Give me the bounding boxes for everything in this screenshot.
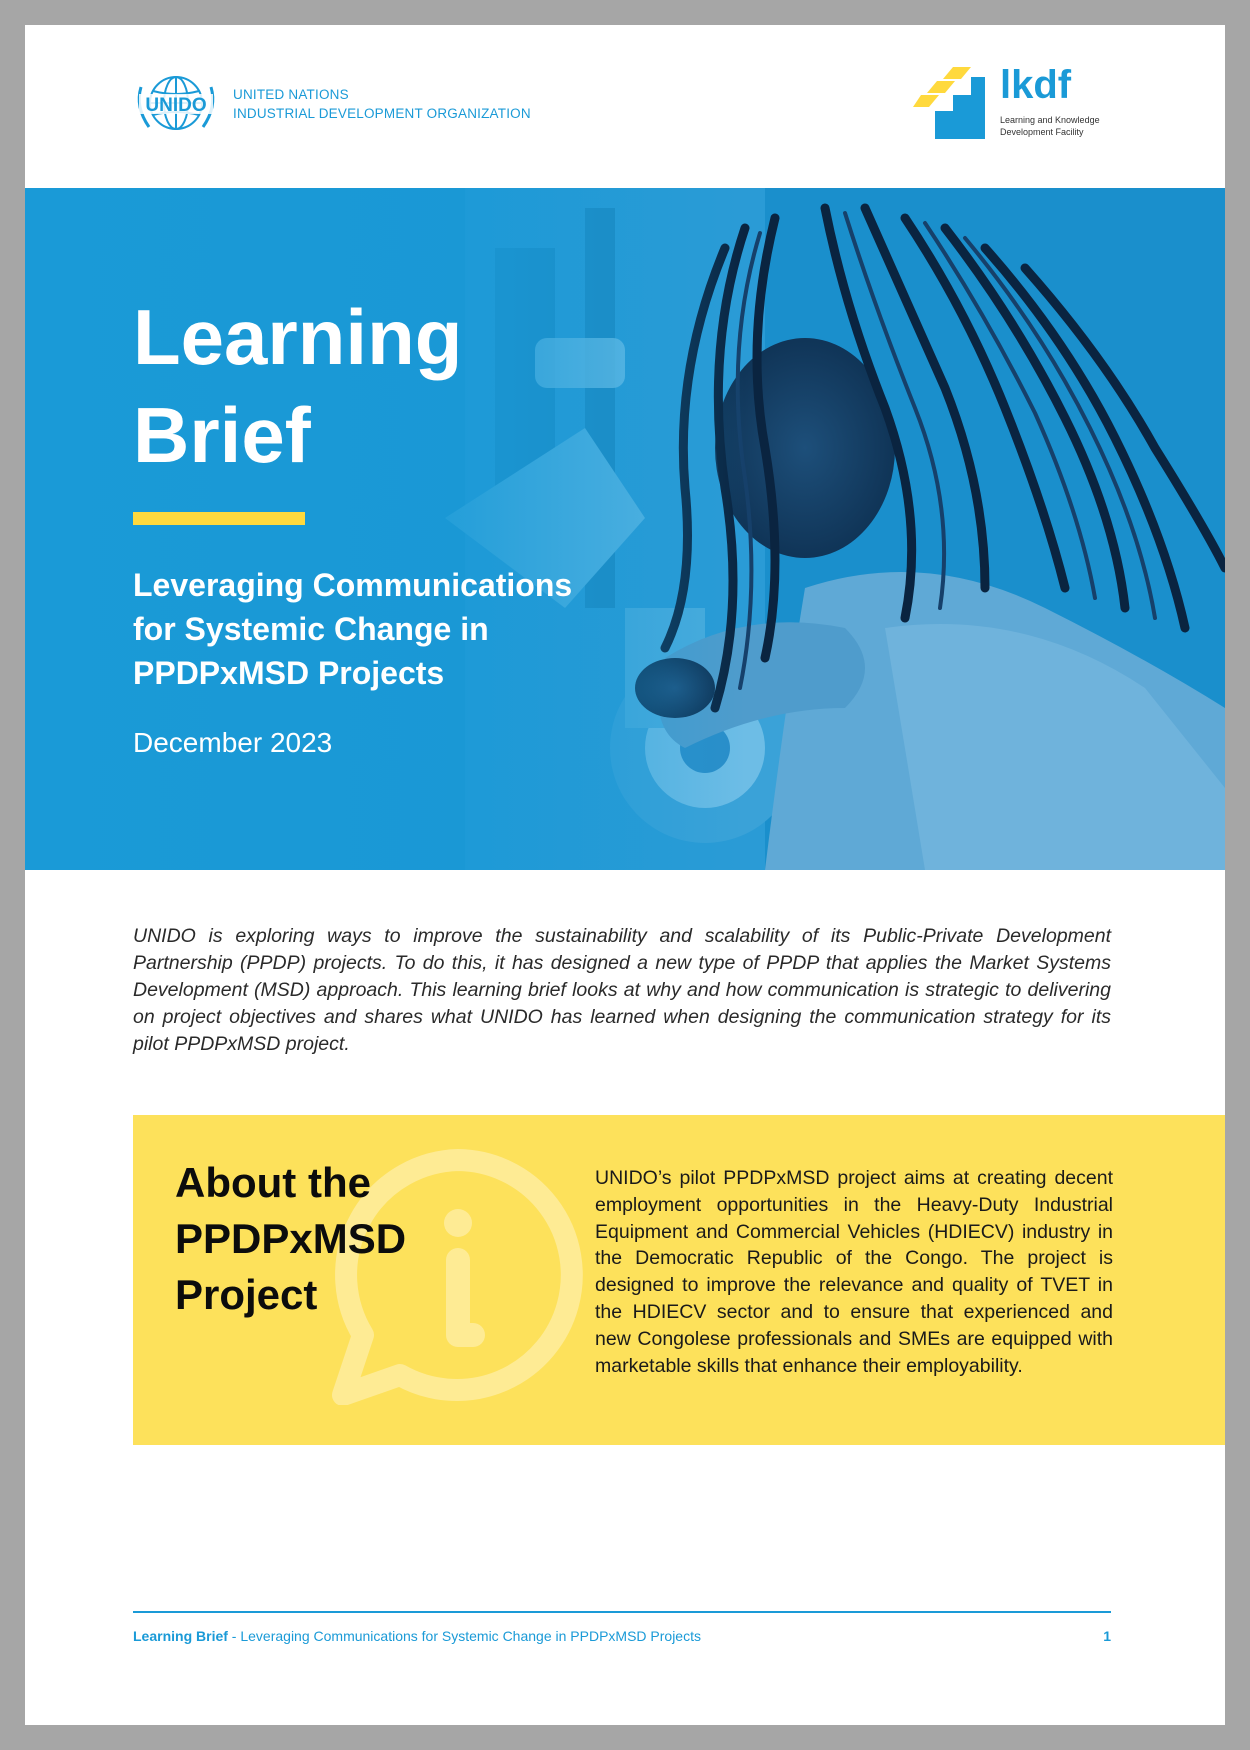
about-heading-line-3: Project (175, 1271, 318, 1318)
unido-logo-text: UNIDO (145, 95, 207, 116)
about-heading-line-2: PPDPxMSD (175, 1215, 407, 1262)
page-number: 1 (1103, 1628, 1111, 1644)
lkdf-stairs-icon (913, 67, 985, 139)
footer-brief-title: - Leveraging Communications for Systemic Change in PPDPxMSD Projects (227, 1628, 701, 1644)
footer-divider (133, 1611, 1111, 1613)
lkdf-title: lkdf (1000, 63, 1072, 107)
hero-subtitle-line-2: for Systemic Change in (133, 611, 489, 647)
about-heading (175, 1155, 406, 1323)
intro-paragraph: UNIDO is exploring ways to improve the sustainability and scalability of its Public-Private Development Partnership (PPDP) projects. To do this, it has designed a new type of PPDP that applies the Market Systems Development (MSD) approach. This learning brief looks at why and how communication is strategic to delivering on project objectives and shares what UNIDO has learned when designing the communication strategy for its pilot PPDPxMSD project. (133, 925, 1111, 1055)
hero-title-line-1: Learning (133, 293, 463, 381)
hero-subtitle-line-3: PPDPxMSD Projects (133, 655, 445, 691)
lkdf-sub-line-2: Development Facility (1000, 127, 1084, 137)
lkdf-subtitle (1000, 114, 1100, 138)
document-page (25, 25, 1225, 1725)
unido-org-name (233, 85, 531, 123)
about-description: UNIDO’s pilot PPDPxMSD project aims at creating decent employment opportunities in the Heavy-Duty Industrial Equipment and Commercial Vehicles (HDIECV) industry in the Democratic Republic of the Congo. The project is designed to improve the relevance and quality of TVET in the HDIECV sector and to ensure that experienced and new Congolese professionals and SMEs are equipped with marketable skills that enhance their employability. (595, 1167, 1113, 1377)
about-project-box (133, 1115, 1225, 1445)
lkdf-sub-line-1: Learning and Knowledge (1000, 115, 1100, 125)
title-accent-bar (133, 512, 305, 525)
unido-emblem-icon (133, 67, 219, 139)
hero-title (133, 288, 462, 484)
hero-title-line-2: Brief (133, 391, 311, 479)
unido-line-1: UNITED NATIONS (233, 87, 349, 102)
hero-subtitle (133, 563, 693, 695)
hero-banner (25, 188, 1225, 870)
publication-date: December 2023 (133, 727, 333, 758)
unido-line-2: INDUSTRIAL DEVELOPMENT ORGANIZATION (233, 106, 531, 121)
footer-running-title (133, 1627, 701, 1645)
about-heading-line-1: About the (175, 1159, 371, 1206)
footer-brief-label: Learning Brief (133, 1628, 228, 1644)
hero-subtitle-line-1: Leveraging Communications (133, 567, 573, 603)
